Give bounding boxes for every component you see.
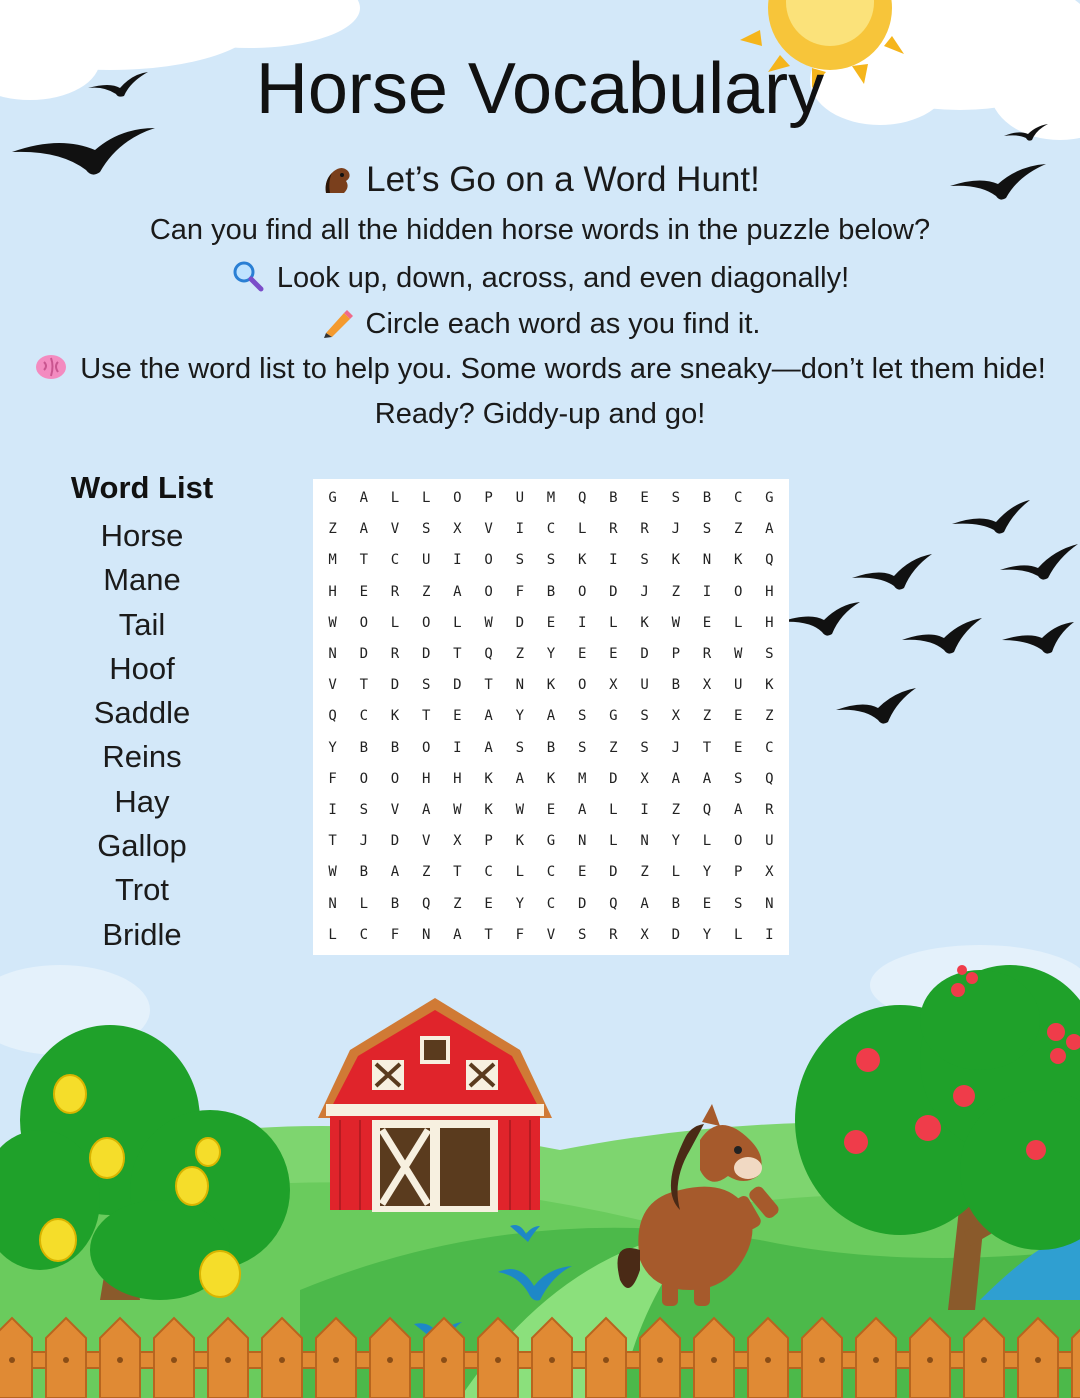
grid-letter[interactable]: J [671, 739, 680, 756]
grid-letter[interactable]: Z [733, 521, 743, 538]
grid-letter[interactable]: E [733, 739, 743, 756]
grid-letter[interactable]: D [640, 646, 649, 663]
grid-letter[interactable]: T [421, 708, 431, 725]
word-search-grid[interactable] [313, 479, 789, 955]
grid-letter[interactable]: O [484, 552, 493, 569]
grid-letter[interactable]: Z [702, 708, 712, 725]
page-title: Horse Vocabulary [255, 49, 825, 129]
grid-letter[interactable]: E [546, 614, 556, 631]
grid-letter[interactable]: Q [484, 646, 493, 663]
grid-letter[interactable]: V [546, 926, 556, 943]
grid-letter[interactable]: Z [515, 646, 524, 663]
grid-letter[interactable]: G [609, 708, 618, 725]
grid-letter[interactable]: Y [702, 864, 712, 881]
grid-letter[interactable]: E [640, 490, 649, 506]
word-list-item: Mane [103, 562, 181, 598]
grid-letter[interactable]: T [359, 677, 368, 694]
grid-letter[interactable]: L [609, 833, 618, 850]
grid-letter[interactable]: H [765, 583, 774, 600]
grid-letter[interactable]: U [421, 552, 431, 569]
grid-letter[interactable]: E [453, 708, 462, 725]
grid-letter[interactable]: Z [640, 864, 649, 881]
word-list-item: Reins [102, 739, 182, 775]
grid-letter[interactable]: T [484, 926, 493, 943]
grid-letter[interactable]: S [577, 708, 587, 725]
grid-letter[interactable]: L [359, 895, 368, 912]
grid-letter[interactable]: C [546, 521, 556, 538]
grid-letter[interactable]: Z [328, 521, 337, 538]
grid-letter[interactable]: K [733, 552, 743, 569]
grid-letter[interactable]: E [546, 802, 556, 819]
grid-letter[interactable]: E [609, 646, 618, 663]
grid-letter[interactable]: U [765, 833, 774, 850]
word-list-item: Tail [118, 606, 166, 642]
grid-letter[interactable]: C [359, 708, 368, 725]
pencil-icon [320, 305, 354, 339]
grid-letter[interactable]: C [765, 739, 774, 756]
grid-letter[interactable]: D [577, 895, 587, 912]
grid-letter[interactable]: O [484, 583, 493, 600]
grid-letter[interactable]: K [577, 552, 587, 569]
word-list-item: Hoof [109, 650, 175, 686]
word-list-title: Word List [70, 470, 214, 505]
word-list-item: Trot [115, 872, 169, 908]
grid-letter[interactable]: X [640, 926, 649, 943]
grid-letter[interactable]: K [390, 708, 400, 725]
grid-letter[interactable]: S [733, 895, 743, 912]
grid-letter[interactable]: S [359, 802, 368, 819]
grid-letter[interactable]: K [484, 802, 493, 819]
grid-letter[interactable]: J [359, 833, 368, 850]
grid-letter[interactable]: E [577, 646, 587, 663]
grid-letter[interactable]: D [421, 646, 431, 663]
grid-letter[interactable]: T [359, 552, 368, 569]
grid-letter[interactable]: L [609, 802, 618, 819]
grid-letter[interactable]: O [359, 614, 368, 631]
grid-letter[interactable]: O [577, 677, 587, 694]
grid-letter[interactable]: Y [702, 926, 712, 943]
grid-letter[interactable]: O [390, 770, 400, 787]
grid-letter[interactable]: G [765, 490, 774, 506]
grid-letter[interactable]: Q [421, 895, 431, 912]
grid-letter[interactable]: X [702, 677, 712, 694]
grid-letter[interactable]: R [390, 646, 400, 663]
grid-letter[interactable]: B [546, 739, 556, 756]
grid-letter[interactable]: A [453, 583, 462, 600]
grid-letter[interactable]: A [484, 708, 493, 725]
grid-letter[interactable]: C [546, 895, 556, 912]
grid-letter[interactable]: A [733, 802, 743, 819]
grid-letter[interactable]: Q [765, 552, 774, 569]
grid-letter[interactable]: I [765, 926, 774, 943]
intro-line-2: Look up, down, across, and even diagonally! [0, 259, 1080, 295]
grid-letter[interactable]: R [765, 802, 774, 819]
grid-letter[interactable]: F [328, 770, 337, 787]
grid-letter[interactable]: D [671, 926, 680, 943]
grid-letter[interactable]: N [702, 552, 712, 569]
grid-letter[interactable]: J [640, 583, 649, 600]
grid-letter[interactable]: Y [546, 646, 556, 663]
grid-letter[interactable]: M [328, 552, 337, 569]
grid-letter[interactable]: S [546, 552, 556, 569]
grid-letter[interactable]: H [421, 770, 431, 787]
grid-letter[interactable]: P [484, 490, 493, 506]
grid-letter[interactable]: C [484, 864, 493, 881]
grid-letter[interactable]: T [453, 864, 462, 881]
grid-letter[interactable]: I [577, 614, 587, 631]
grid-letter[interactable]: Z [421, 583, 431, 600]
grid-letter[interactable]: O [359, 770, 368, 787]
grid-letter[interactable]: A [546, 708, 556, 725]
grid-letter[interactable]: A [359, 521, 368, 538]
grid-letter[interactable]: Y [515, 708, 524, 725]
grid-letter[interactable]: X [453, 833, 462, 850]
grid-letter[interactable]: D [609, 583, 618, 600]
grid-letter[interactable]: N [640, 833, 649, 850]
grid-letter[interactable]: S [640, 552, 649, 569]
grid-letter[interactable]: A [484, 739, 493, 756]
grid-letter[interactable]: O [453, 490, 462, 506]
grid-letter[interactable]: S [515, 552, 524, 569]
grid-letter[interactable]: B [359, 739, 368, 756]
grid-letter[interactable]: Z [609, 739, 618, 756]
horse-head-icon [320, 163, 354, 197]
fence [0, 1318, 1080, 1398]
grid-letter[interactable]: O [577, 583, 587, 600]
grid-letter[interactable]: N [515, 677, 524, 694]
grid-letter[interactable]: B [671, 677, 680, 694]
grid-letter[interactable]: U [733, 677, 743, 694]
grid-letter[interactable]: H [453, 770, 462, 787]
grid-letter[interactable]: D [515, 614, 524, 631]
grid-letter[interactable]: I [515, 521, 524, 538]
grid-letter[interactable]: R [640, 521, 649, 538]
grid-letter[interactable]: M [546, 490, 556, 506]
grid-letter[interactable]: P [484, 833, 493, 850]
intro-line-4: Use the word list to help you. Some words are sneaky—don’t let them hide! [0, 350, 1080, 386]
grid-letter[interactable]: D [609, 864, 618, 881]
grid-letter[interactable]: E [484, 895, 493, 912]
intro-heading [0, 160, 1080, 200]
grid-letter[interactable]: T [453, 646, 462, 663]
grid-letter[interactable]: C [546, 864, 556, 881]
grid-letter[interactable]: T [484, 677, 493, 694]
word-list-item: Gallop [97, 828, 187, 864]
word-list-item: Saddle [93, 695, 191, 731]
grid-letter[interactable]: X [765, 864, 774, 881]
grid-letter[interactable]: A [640, 895, 649, 912]
grid-letter[interactable]: N [421, 926, 431, 943]
grid-letter[interactable]: I [453, 739, 462, 756]
grid-letter[interactable]: E [359, 583, 368, 600]
grid-letter[interactable]: W [515, 802, 524, 819]
grid-letter[interactable]: L [390, 614, 400, 631]
grid-letter[interactable]: O [421, 614, 431, 631]
grid-letter[interactable]: K [546, 770, 556, 787]
grid-letter[interactable]: S [421, 677, 431, 694]
grid-letter[interactable]: K [484, 770, 493, 787]
grid-letter[interactable]: Y [515, 895, 524, 912]
grid-letter[interactable]: O [733, 833, 743, 850]
grid-letter[interactable]: F [390, 926, 400, 943]
brain-icon [34, 350, 68, 384]
grid-letter[interactable]: S [515, 739, 524, 756]
grid-letter[interactable]: D [453, 677, 462, 694]
magnifying-glass-icon [231, 259, 265, 293]
grid-letter[interactable]: Q [702, 802, 712, 819]
intro-heading-text: Let’s Go on a Word Hunt! [366, 160, 760, 199]
grid-letter[interactable]: L [577, 521, 587, 538]
grid-letter[interactable]: S [577, 926, 587, 943]
grid-letter[interactable]: N [328, 646, 337, 663]
grid-letter[interactable]: Q [765, 770, 774, 787]
grid-letter[interactable]: I [702, 583, 712, 600]
grid-letter[interactable]: R [609, 926, 618, 943]
grid-letter[interactable]: X [453, 521, 462, 538]
grid-letter[interactable]: L [328, 926, 337, 943]
grid-letter[interactable]: E [702, 895, 712, 912]
grid-letter[interactable]: V [484, 521, 493, 538]
grid-letter[interactable]: H [328, 583, 337, 600]
grid-letter[interactable]: I [640, 802, 649, 819]
grid-letter[interactable]: S [671, 490, 680, 506]
grid-letter[interactable]: S [640, 708, 649, 725]
grid-letter[interactable]: W [328, 614, 337, 631]
grid-letter[interactable]: G [328, 490, 337, 506]
grid-letter[interactable]: T [328, 833, 337, 850]
grid-letter[interactable]: E [577, 864, 587, 881]
grid-letter[interactable]: Z [453, 895, 462, 912]
grid-letter[interactable]: B [671, 895, 680, 912]
grid-letter[interactable]: B [390, 895, 400, 912]
grid-letter[interactable]: A [359, 490, 368, 506]
grid-letter[interactable]: N [765, 895, 774, 912]
grid-letter[interactable]: S [733, 770, 743, 787]
grid-letter[interactable]: X [609, 677, 618, 694]
grid-letter[interactable]: M [577, 770, 587, 787]
grid-letter[interactable]: D [390, 677, 400, 694]
grid-letter[interactable]: L [702, 833, 712, 850]
grid-letter[interactable]: S [765, 646, 774, 663]
grid-letter[interactable]: V [390, 521, 400, 538]
grid-letter[interactable]: E [702, 614, 712, 631]
grid-letter[interactable]: L [671, 864, 680, 881]
grid-letter[interactable]: S [421, 521, 431, 538]
grid-letter[interactable]: Z [671, 802, 680, 819]
grid-letter[interactable]: W [453, 802, 462, 819]
grid-letter[interactable]: A [515, 770, 524, 787]
grid-letter[interactable]: Q [577, 490, 587, 506]
grid-letter[interactable]: Q [328, 708, 337, 725]
grid-letter[interactable]: S [702, 521, 712, 538]
grid-letter[interactable]: B [702, 490, 712, 506]
grid-letter[interactable]: S [640, 739, 649, 756]
grid-letter[interactable]: W [328, 864, 337, 881]
grid-letter[interactable]: Z [765, 708, 774, 725]
grid-letter[interactable]: U [640, 677, 649, 694]
grid-letter[interactable]: L [390, 490, 400, 506]
grid-letter[interactable]: I [609, 552, 618, 569]
grid-letter[interactable]: D [390, 833, 400, 850]
grid-letter[interactable]: V [421, 833, 431, 850]
grid-letter[interactable]: T [702, 739, 712, 756]
grid-letter[interactable]: L [421, 490, 431, 506]
grid-letter[interactable]: K [515, 833, 524, 850]
grid-letter[interactable]: K [765, 677, 774, 694]
grid-letter[interactable]: L [609, 614, 618, 631]
grid-letter[interactable]: W [733, 646, 743, 663]
grid-letter[interactable]: I [328, 802, 337, 819]
word-list-item: Horse [100, 518, 184, 553]
grid-letter[interactable]: D [359, 646, 368, 663]
grid-letter[interactable]: I [453, 552, 462, 569]
grid-letter[interactable]: V [390, 802, 400, 819]
grid-letter[interactable]: Z [421, 864, 431, 881]
grid-letter[interactable]: Z [671, 583, 680, 600]
intro-line-5: Ready? Giddy-up and go! [374, 398, 706, 430]
grid-letter[interactable]: A [702, 770, 712, 787]
grid-letter[interactable]: L [453, 614, 462, 631]
grid-letter[interactable]: R [702, 646, 712, 663]
grid-letter[interactable]: E [733, 708, 743, 725]
grid-letter[interactable]: L [515, 864, 524, 881]
word-list [30, 514, 254, 957]
grid-letter[interactable]: C [390, 552, 400, 569]
grid-letter[interactable]: O [733, 583, 743, 600]
grid-letter[interactable]: P [671, 646, 680, 663]
word-list-item: Hay [114, 783, 170, 819]
grid-letter[interactable]: N [577, 833, 587, 850]
grid-letter[interactable]: C [359, 926, 368, 943]
grid-letter[interactable]: V [328, 677, 337, 694]
grid-letter[interactable]: A [453, 926, 462, 943]
word-list-item: Bridle [102, 916, 182, 952]
grid-letter[interactable]: X [671, 708, 680, 725]
grid-letter[interactable]: K [546, 677, 556, 694]
grid-letter[interactable]: X [640, 770, 649, 787]
grid-letter[interactable]: R [390, 583, 400, 600]
intro-line-1: Can you find all the hidden horse words in the puzzle below? [149, 214, 931, 246]
grid-letter[interactable]: Y [328, 739, 337, 756]
grid-letter[interactable]: A [577, 802, 587, 819]
grid-letter[interactable]: L [733, 926, 743, 943]
grid-letter[interactable]: B [609, 490, 618, 506]
grid-letter[interactable]: L [733, 614, 743, 631]
grid-letter[interactable]: U [515, 490, 524, 506]
grid-letter[interactable]: B [390, 739, 400, 756]
grid-letter[interactable]: G [546, 833, 556, 850]
grid-letter[interactable]: A [765, 521, 774, 538]
grid-letter[interactable]: R [609, 521, 618, 538]
grid-letter[interactable]: P [733, 864, 743, 881]
grid-letter[interactable]: Y [671, 833, 680, 850]
grid-letter[interactable]: A [390, 864, 400, 881]
grid-letter[interactable]: S [577, 739, 587, 756]
grid-letter[interactable]: B [359, 864, 368, 881]
grid-letter[interactable]: F [515, 926, 524, 943]
grid-letter[interactable]: N [328, 895, 337, 912]
grid-letter[interactable]: W [671, 614, 680, 631]
grid-letter[interactable]: C [733, 490, 743, 506]
grid-letter[interactable]: Q [609, 895, 618, 912]
grid-letter[interactable]: K [671, 552, 680, 569]
grid-letter[interactable]: D [609, 770, 618, 787]
grid-letter[interactable]: W [484, 614, 493, 631]
grid-letter[interactable]: A [671, 770, 680, 787]
grid-letter[interactable]: H [765, 614, 774, 631]
intro-line-3: Circle each word as you find it. [0, 305, 1080, 341]
grid-letter[interactable]: K [640, 614, 649, 631]
grid-letter[interactable]: A [421, 802, 431, 819]
grid-letter[interactable]: F [515, 583, 524, 600]
grid-letter[interactable]: O [421, 739, 431, 756]
grid-letter[interactable]: J [671, 521, 680, 538]
grid-letter[interactable]: B [546, 583, 556, 600]
